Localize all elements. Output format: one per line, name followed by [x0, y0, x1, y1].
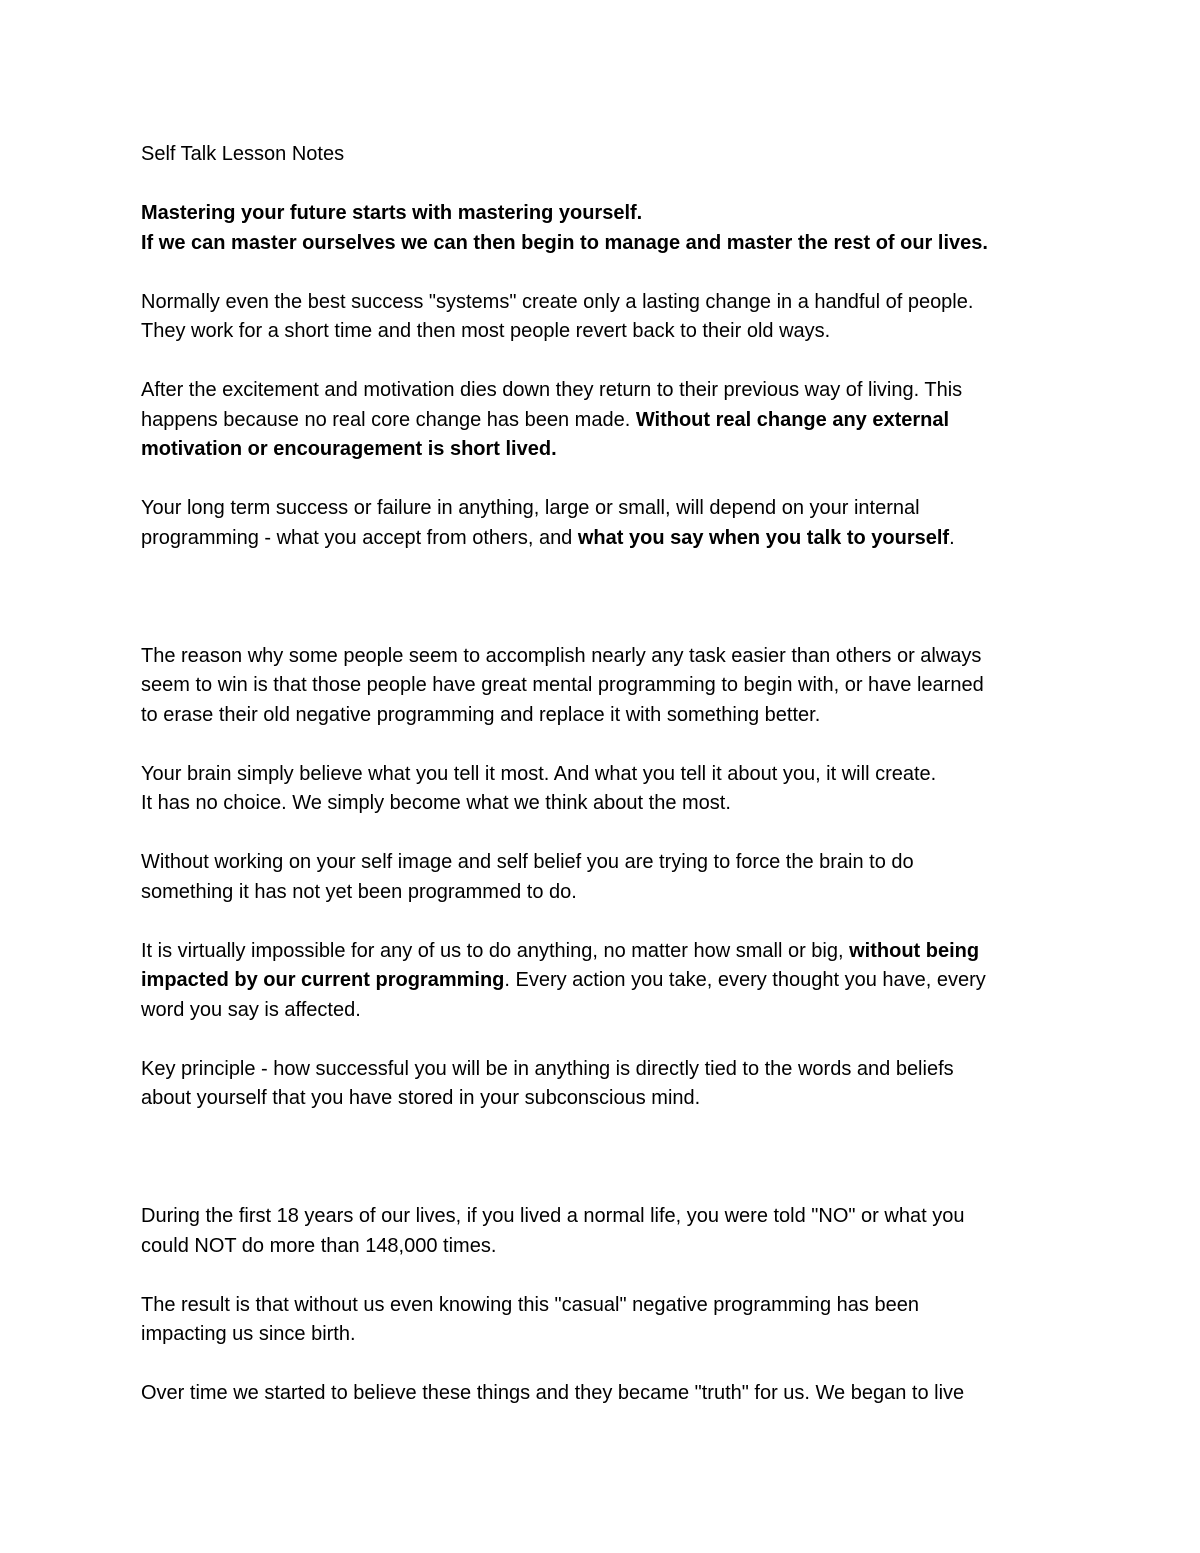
paragraph-line: During the first 18 years of our lives, if you lived a normal life, you were told "NO" or what you	[141, 1205, 965, 1227]
document-page	[141, 140, 1061, 1438]
blank-space	[141, 1143, 1061, 1202]
paragraph-line: Over time we started to believe these things and they became "truth" for us. We began to live	[141, 1382, 965, 1404]
text-run: . Every action you take, every thought you have, every	[504, 969, 986, 991]
document-title	[141, 140, 1061, 170]
paragraph-line: about yourself that you have stored in your subconscious mind.	[141, 1087, 701, 1109]
bold-text-run: impacted by our current programming	[141, 969, 505, 991]
bold-text-run: without being	[849, 939, 980, 962]
intro-line: Mastering your future starts with mastering yourself.	[141, 202, 643, 224]
bold-text-run: Without real change any external	[635, 408, 950, 431]
paragraph-line: Normally even the best success "systems" create only a lasting change in a handful of people.	[141, 290, 974, 313]
intro-bold-paragraph	[141, 199, 1061, 258]
text-run: .	[949, 526, 955, 549]
paragraph-line: The reason why some people seem to accomplish nearly any task easier than others or always	[141, 644, 982, 667]
text-run: It is virtually impossible for any of us to do anything, no matter how small or big,	[141, 939, 850, 962]
paragraph-line	[141, 524, 1061, 554]
paragraph-line: word you say is affected.	[141, 998, 361, 1021]
paragraph-line: Your long term success or failure in anything, large or small, will depend on your internal	[141, 497, 920, 519]
paragraph-line: Key principle - how successful you will be in anything is directly tied to the words and beliefs	[141, 1057, 954, 1080]
paragraph-line: Without working on your self image and self belief you are trying to force the brain to do	[141, 851, 914, 873]
paragraph-self-image	[141, 848, 1061, 907]
paragraph-long-term	[141, 494, 1061, 553]
paragraph-impossible	[141, 937, 1061, 1026]
paragraph-line: It has no choice. We simply become what we think about the most.	[141, 792, 731, 814]
paragraph-line	[141, 966, 1061, 996]
title-text: Self Talk Lesson Notes	[141, 143, 345, 165]
intro-line: If we can master ourselves we can then begin to manage and master the rest of our lives.	[141, 231, 988, 254]
paragraph-line: seem to win is that those people have great mental programming to begin with, or have learned	[141, 674, 984, 696]
blank-space	[141, 583, 1061, 642]
paragraph-line: Your brain simply believe what you tell it most. And what you tell it about you, it will create.	[141, 762, 937, 785]
paragraph-reason	[141, 642, 1061, 731]
paragraph-line	[141, 937, 1061, 967]
paragraph-line: The result is that without us even knowing this "casual" negative programming has been	[141, 1293, 919, 1316]
paragraph-line: to erase their old negative programming and replace it with something better.	[141, 703, 821, 726]
paragraph-line	[141, 406, 1061, 436]
paragraph-first-18-years	[141, 1202, 1061, 1261]
paragraph-line: After the excitement and motivation dies down they return to their previous way of living. This	[141, 379, 963, 401]
paragraph-line: could NOT do more than 148,000 times.	[141, 1234, 497, 1257]
bold-text-run: what you say when you talk to yourself	[577, 526, 950, 549]
paragraph-line: impacting us since birth.	[141, 1323, 356, 1345]
paragraph-result	[141, 1291, 1061, 1350]
text-run: happens because no real core change has been made.	[141, 408, 636, 431]
paragraph-over-time	[141, 1379, 1061, 1409]
paragraph-key-principle	[141, 1055, 1061, 1114]
paragraph-line: motivation or encouragement is short lived.	[141, 438, 557, 460]
paragraph-excitement	[141, 376, 1061, 465]
paragraph-line: They work for a short time and then most people revert back to their old ways.	[141, 320, 831, 342]
paragraph-systems	[141, 288, 1061, 347]
text-run: programming - what you accept from others, and	[141, 526, 578, 549]
paragraph-line: something it has not yet been programmed to do.	[141, 880, 577, 903]
paragraph-brain	[141, 760, 1061, 819]
